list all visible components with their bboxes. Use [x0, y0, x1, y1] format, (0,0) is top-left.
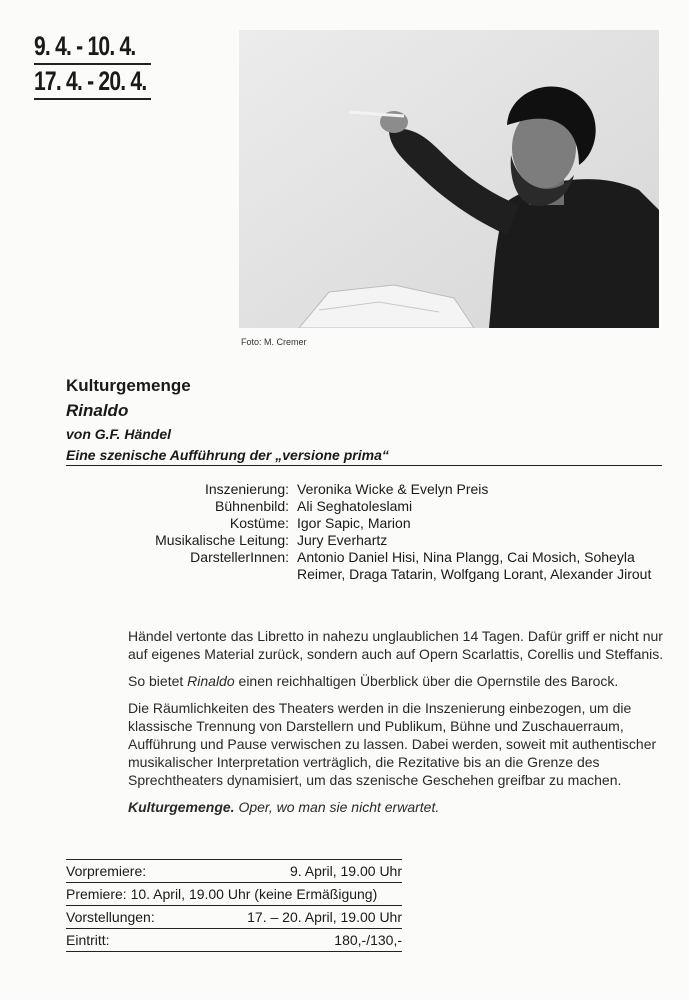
credit-row — [100, 515, 667, 532]
credit-role: Inszenierung: — [204, 481, 289, 497]
paragraph-1: Händel vertonte das Libretto in nahezu unglaublichen 14 Tagen. Dafür griff er nicht nur auf eigenes Material zurück, sondern auch auf Opern Scarlattis, Corellis und Steffanis. — [128, 628, 664, 662]
conductor-photo — [239, 30, 659, 328]
schedule-label: Eintritt: — [66, 932, 110, 948]
credit-row — [100, 549, 667, 583]
tagline — [128, 798, 664, 816]
composer: von G.F. Händel — [66, 426, 172, 442]
credit-names: Antonio Daniel Hisi, Nina Plangg, Cai Mosich, Soheyla Reimer, Draga Tatarin, Wolfgang Lorant, Alexander Jirout — [297, 549, 652, 582]
schedule-row — [66, 882, 402, 905]
tagline-company: Kulturgemenge. — [128, 799, 235, 815]
work-title: Rinaldo — [66, 401, 129, 420]
credit-row — [100, 498, 667, 515]
paragraph-2 — [128, 672, 664, 690]
credit-names: Igor Sapic, Marion — [297, 515, 411, 531]
paragraph-2-pre: So bietet — [128, 673, 188, 689]
subtitle: Eine szenische Aufführung der „versione prima“ — [66, 447, 389, 463]
company-name: Kulturgemenge — [66, 376, 191, 395]
credit-names: Veronika Wicke & Evelyn Preis — [297, 481, 489, 497]
credit-role: Bühnenbild: — [215, 498, 289, 514]
paragraph-3: Die Räumlichkeiten des Theaters werden in die Inszenierung einbezogen, um die klassische Trennung von Darstellern und Publikum, Bühne und Zuschauerraum, Aufführung und Pause verwischen zu lassen. Dabei werden, soweit mit authentischer musikalischer Interpretation verträglich, die Rezitative bis an die Grenze des Sprechtheaters dynamisiert, um das szenische Geschehen greifbar zu machen. — [128, 700, 657, 788]
schedule-row — [66, 928, 402, 952]
tagline-text: Oper, wo man sie nicht erwartet. — [234, 799, 440, 815]
credit-names: Ali Seghatoleslami — [297, 498, 413, 514]
schedule-table — [66, 859, 402, 952]
credit-role: Kostüme: — [229, 515, 289, 531]
schedule-value: 180,-/130,- — [334, 932, 402, 948]
date-ranges — [34, 30, 151, 100]
schedule-value: 17. – 20. April, 19.00 Uhr — [247, 909, 402, 925]
schedule-label: Vorpremiere: — [66, 863, 147, 879]
schedule-row — [66, 905, 402, 928]
paragraph-2-title: Rinaldo — [187, 673, 235, 689]
credit-names: Jury Everhartz — [297, 532, 388, 548]
paragraph-2-post: einen reichhaltigen Überblick über die Opernstile des Barock. — [234, 673, 619, 689]
date-range-1: 9. 4. - 10. 4. — [34, 30, 151, 65]
schedule-value: 9. April, 19.00 Uhr — [289, 863, 402, 879]
date-range-2: 17. 4. - 20. 4. — [34, 65, 151, 100]
credit-role: Musikalische Leitung: — [155, 532, 289, 548]
schedule-label: Vorstellungen: — [66, 909, 155, 925]
credit-row — [100, 481, 667, 498]
credits-list — [100, 481, 667, 583]
description — [128, 627, 664, 825]
photo-credit: Foto: M. Cremer — [241, 337, 307, 347]
schedule-row — [66, 859, 402, 882]
schedule-label: Premiere: 10. April, 19.00 Uhr (keine Ermäßigung) — [66, 886, 378, 902]
heading-divider — [66, 465, 662, 466]
credit-row — [100, 532, 667, 549]
credit-role: DarstellerInnen: — [190, 549, 289, 565]
